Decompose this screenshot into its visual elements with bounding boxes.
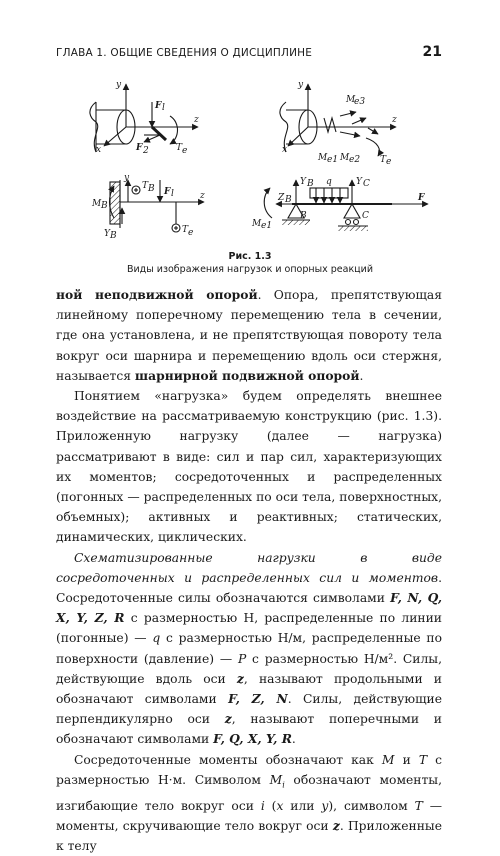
text-run: y [321, 798, 329, 813]
paragraph-4 [56, 750, 442, 856]
svg-text:e: e [386, 157, 392, 167]
text-run: — моменты, скручивающие тело вокруг оси [56, 798, 442, 833]
text-run: обозначают моменты, изгибающие тело вокруг оси [56, 772, 442, 813]
page-number: 21 [422, 44, 442, 60]
svg-text:2: 2 [143, 146, 149, 156]
svg-text:e: e [182, 146, 188, 156]
svg-text:B: B [110, 231, 117, 241]
text-run: . Приложенные к телу [56, 818, 442, 853]
svg-text:T: T [176, 143, 183, 153]
text-run: . Опора, препятствующая линейному поперечному перемещению тела в сечении, где она установлена, и не препятствующая повороту тела вокруг оси шарнира и перемещению вдоль оси стержня, называется [56, 288, 442, 383]
text-run: . [291, 732, 296, 747]
diagram-3-labels [91, 173, 205, 241]
diagram-beam-force-torque [90, 84, 198, 152]
text-run: F, Q, X, Y, R [213, 731, 292, 747]
text-run: Сосредоточенные моменты обозначают как [74, 752, 382, 767]
text-run: q [152, 631, 161, 646]
svg-text:M: M [318, 153, 328, 163]
diagram-simple-beam [264, 180, 428, 231]
text-run: F, Z, N [228, 691, 288, 707]
diagram-fixed-support [110, 180, 205, 232]
svg-text:F: F [155, 101, 162, 111]
svg-text:B: B [300, 211, 307, 221]
svg-text:e3: e3 [354, 97, 366, 107]
text-run: x [276, 798, 284, 813]
body-text [56, 285, 442, 856]
text-run: z [224, 711, 232, 727]
text-run: , называют поперечными и обозначают символами [56, 712, 442, 747]
svg-text:B: B [148, 184, 155, 194]
diagram-1-labels [96, 80, 199, 156]
figure-caption [40, 250, 460, 276]
text-run: P [237, 651, 247, 666]
text-run: шарнирной подвижной опорой [134, 367, 360, 383]
text-run: ), символом [328, 798, 415, 813]
text-run: M [381, 752, 395, 767]
svg-text:B: B [101, 201, 108, 211]
svg-text:e2: e2 [349, 155, 361, 165]
text-run: . Силы, действующие вдоль оси [56, 651, 443, 686]
svg-text:Z: Z [278, 193, 285, 203]
svg-text:M: M [92, 199, 102, 209]
paragraph-1 [56, 285, 442, 386]
svg-text:x: x [282, 145, 288, 155]
svg-text:z: z [392, 115, 397, 125]
svg-text:Y: Y [300, 177, 306, 187]
svg-text:Y: Y [104, 229, 110, 239]
text-run: , называют продольными и обозначают символами [56, 671, 443, 707]
figure-caption-text: Виды изображения нагрузок и опорных реакций [126, 264, 373, 275]
svg-text:M: M [340, 153, 350, 163]
text-run: i [282, 780, 285, 790]
text-run: с размерностью Н, распределенные по линии (погонные) — [56, 611, 442, 646]
svg-text:M: M [346, 95, 356, 105]
svg-text:C: C [362, 211, 369, 221]
svg-text:q: q [326, 177, 332, 187]
text-run: . Сосредоточенные силы обозначаются символами [56, 570, 442, 606]
svg-text:T: T [182, 225, 189, 235]
text-run: F, N, Q, X, Y, Z, R [56, 590, 442, 626]
figure-number: Рис. 1.3 [228, 251, 272, 262]
svg-text:B: B [285, 195, 292, 205]
svg-text:y: y [298, 80, 304, 90]
diagram-beam-moments [280, 84, 396, 156]
svg-text:F: F [418, 193, 425, 203]
svg-text:e1: e1 [261, 221, 273, 231]
svg-text:l: l [162, 103, 165, 113]
svg-text:y: y [124, 173, 130, 183]
svg-text:C: C [363, 179, 370, 189]
figure-diagrams [56, 72, 442, 250]
chapter-title: ГЛАВА 1. ОБЩИЕ СВЕДЕНИЯ О ДИСЦИПЛИНЕ [56, 47, 313, 59]
svg-text:T: T [380, 155, 387, 165]
paragraph-2 [56, 386, 442, 548]
svg-text:l: l [171, 189, 174, 199]
svg-text:B: B [307, 179, 314, 189]
svg-text:z: z [200, 191, 205, 201]
svg-text:z: z [194, 115, 199, 125]
svg-text:T: T [142, 181, 149, 191]
svg-text:M: M [252, 219, 262, 229]
text-run: T [414, 798, 423, 813]
running-head [56, 44, 442, 64]
svg-text:e: e [188, 228, 194, 238]
paragraph-3 [56, 548, 442, 750]
text-run: с размерностью Н/м² [246, 651, 394, 666]
text-run: и [394, 752, 419, 767]
text-run: Понятием «нагрузка» будем определять внешнее воздействие на рассматриваемую конструкцию (рис. 1.3). Приложенную нагрузку (далее — нагрузка) рассматривают в виде: сил и пар сил, характеризующих их моментов; сосредоточенных и распределенных (погонных — распределенных по оси тела, поверхностных, объемных); активных и реактивных; статических, динамических, циклических. [56, 389, 442, 545]
text-run: Схематизированные нагрузки в виде сосредоточенных и распределенных сил и моментов [56, 550, 442, 585]
svg-text:x: x [96, 145, 102, 155]
figure-1-3 [56, 72, 442, 250]
svg-text:e1: e1 [327, 155, 339, 165]
svg-text:F: F [164, 187, 171, 197]
text-run: z [236, 670, 244, 686]
text-run: ( [264, 798, 277, 813]
text-run: с размерностью Н·м. Символом [56, 752, 443, 787]
text-run: ной неподвижной опорой [56, 287, 258, 302]
svg-text:Y: Y [356, 177, 362, 187]
svg-text:y: y [116, 80, 122, 90]
text-run: i [260, 798, 265, 813]
text-run: с размерностью Н/м, распределенные по поверхности (давление) — [56, 631, 442, 666]
text-run: M [269, 772, 283, 787]
text-run: T [418, 752, 428, 767]
text-run: z [332, 817, 340, 833]
svg-text:F: F [136, 143, 143, 153]
text-run: . Силы, действующие перпендикулярно оси [56, 692, 442, 727]
text-run: . [359, 368, 364, 383]
text-run: или [283, 798, 322, 813]
